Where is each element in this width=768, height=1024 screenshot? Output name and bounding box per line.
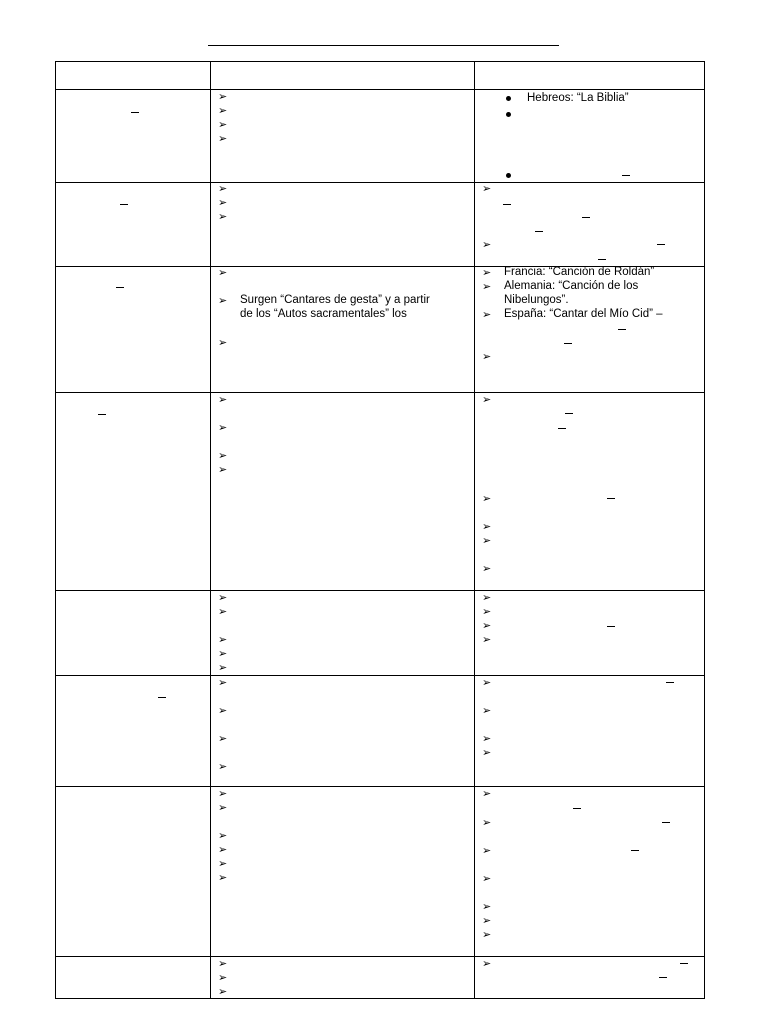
table-border-top [55, 61, 704, 62]
arrow-bullet-icon: ➢ [218, 119, 228, 131]
arrow-bullet-icon: ➢ [218, 183, 228, 195]
arrow-bullet-icon: ➢ [482, 493, 492, 505]
arrow-bullet-icon: ➢ [218, 802, 228, 814]
arrow-bullet-icon: ➢ [218, 197, 228, 209]
arrow-bullet-icon: ➢ [482, 705, 492, 717]
cell-text: Hebreos: “La Biblia” [527, 92, 629, 104]
dash-mark [657, 244, 665, 245]
dash-mark [98, 414, 106, 415]
arrow-bullet-icon: ➢ [218, 648, 228, 660]
table-column-divider [210, 61, 211, 999]
dash-mark [158, 697, 166, 698]
dash-mark [666, 682, 674, 683]
arrow-bullet-icon: ➢ [482, 183, 492, 195]
arrow-bullet-icon: ➢ [218, 211, 228, 223]
dash-mark [631, 850, 639, 851]
arrow-bullet-icon: ➢ [482, 563, 492, 575]
arrow-bullet-icon: ➢ [218, 133, 228, 145]
arrow-bullet-icon: ➢ [218, 733, 228, 745]
arrow-bullet-icon: ➢ [218, 606, 228, 618]
arrow-bullet-icon: ➢ [482, 394, 492, 406]
cell-text: Nibelungos”. [504, 294, 569, 306]
arrow-bullet-icon: ➢ [482, 929, 492, 941]
dash-mark [680, 963, 688, 964]
table-border-bottom [55, 998, 704, 999]
arrow-bullet-icon: ➢ [482, 267, 492, 279]
dash-mark [659, 977, 667, 978]
dash-mark [565, 413, 573, 414]
dash-mark [131, 112, 139, 113]
title-underline [208, 45, 559, 46]
arrow-bullet-icon: ➢ [482, 677, 492, 689]
dash-mark [535, 231, 543, 232]
cell-text: Alemania: “Canción de los [504, 280, 639, 292]
arrow-bullet-icon: ➢ [482, 606, 492, 618]
arrow-bullet-icon: ➢ [218, 844, 228, 856]
dash-mark [503, 204, 511, 205]
arrow-bullet-icon: ➢ [482, 620, 492, 632]
bullet-dot-icon [506, 173, 511, 178]
arrow-bullet-icon: ➢ [218, 394, 228, 406]
arrow-bullet-icon: ➢ [482, 521, 492, 533]
dash-mark [607, 498, 615, 499]
table-divider [55, 392, 704, 393]
arrow-bullet-icon: ➢ [482, 901, 492, 913]
arrow-bullet-icon: ➢ [218, 958, 228, 970]
table-divider [55, 89, 704, 90]
bullet-dot-icon [506, 96, 511, 101]
dash-mark [564, 343, 572, 344]
arrow-bullet-icon: ➢ [218, 450, 228, 462]
arrow-bullet-icon: ➢ [482, 958, 492, 970]
cell-text: Francia: “Canción de Roldán” [504, 266, 655, 278]
arrow-bullet-icon: ➢ [218, 972, 228, 984]
dash-mark [120, 204, 128, 205]
arrow-bullet-icon: ➢ [218, 788, 228, 800]
arrow-bullet-icon: ➢ [482, 592, 492, 604]
arrow-bullet-icon: ➢ [482, 788, 492, 800]
arrow-bullet-icon: ➢ [482, 873, 492, 885]
cell-text: España: “Cantar del Mío Cid” – [504, 308, 663, 320]
arrow-bullet-icon: ➢ [218, 267, 228, 279]
arrow-bullet-icon: ➢ [218, 592, 228, 604]
dash-mark [622, 175, 630, 176]
arrow-bullet-icon: ➢ [482, 817, 492, 829]
dash-mark [116, 287, 124, 288]
arrow-bullet-icon: ➢ [218, 337, 228, 349]
arrow-bullet-icon: ➢ [218, 858, 228, 870]
cell-text: de los “Autos sacramentales” los [240, 308, 407, 320]
arrow-bullet-icon: ➢ [482, 535, 492, 547]
arrow-bullet-icon: ➢ [218, 662, 228, 674]
dash-mark [607, 626, 615, 627]
arrow-bullet-icon: ➢ [482, 915, 492, 927]
dash-mark [618, 329, 626, 330]
arrow-bullet-icon: ➢ [482, 733, 492, 745]
arrow-bullet-icon: ➢ [218, 422, 228, 434]
arrow-bullet-icon: ➢ [218, 872, 228, 884]
bullet-dot-icon [506, 112, 511, 117]
arrow-bullet-icon: ➢ [218, 295, 228, 307]
table-border-right [704, 61, 705, 999]
cell-text: Surgen “Cantares de gesta” y a partir [240, 294, 430, 306]
arrow-bullet-icon: ➢ [218, 105, 228, 117]
table-divider [55, 590, 704, 591]
arrow-bullet-icon: ➢ [482, 281, 492, 293]
arrow-bullet-icon: ➢ [482, 747, 492, 759]
arrow-bullet-icon: ➢ [482, 309, 492, 321]
arrow-bullet-icon: ➢ [482, 845, 492, 857]
arrow-bullet-icon: ➢ [218, 830, 228, 842]
arrow-bullet-icon: ➢ [218, 91, 228, 103]
arrow-bullet-icon: ➢ [218, 986, 228, 998]
dash-mark [582, 217, 590, 218]
arrow-bullet-icon: ➢ [218, 677, 228, 689]
arrow-bullet-icon: ➢ [482, 351, 492, 363]
dash-mark [662, 822, 670, 823]
arrow-bullet-icon: ➢ [482, 634, 492, 646]
table-border-left [55, 61, 56, 999]
dash-mark [558, 428, 566, 429]
dash-mark [573, 808, 581, 809]
table-divider [55, 956, 704, 957]
dash-mark [598, 259, 606, 260]
arrow-bullet-icon: ➢ [218, 705, 228, 717]
arrow-bullet-icon: ➢ [218, 464, 228, 476]
table-divider [55, 182, 704, 183]
arrow-bullet-icon: ➢ [218, 634, 228, 646]
table-column-divider [474, 61, 475, 999]
table-divider [55, 675, 704, 676]
arrow-bullet-icon: ➢ [218, 761, 228, 773]
arrow-bullet-icon: ➢ [482, 239, 492, 251]
table-divider [55, 786, 704, 787]
